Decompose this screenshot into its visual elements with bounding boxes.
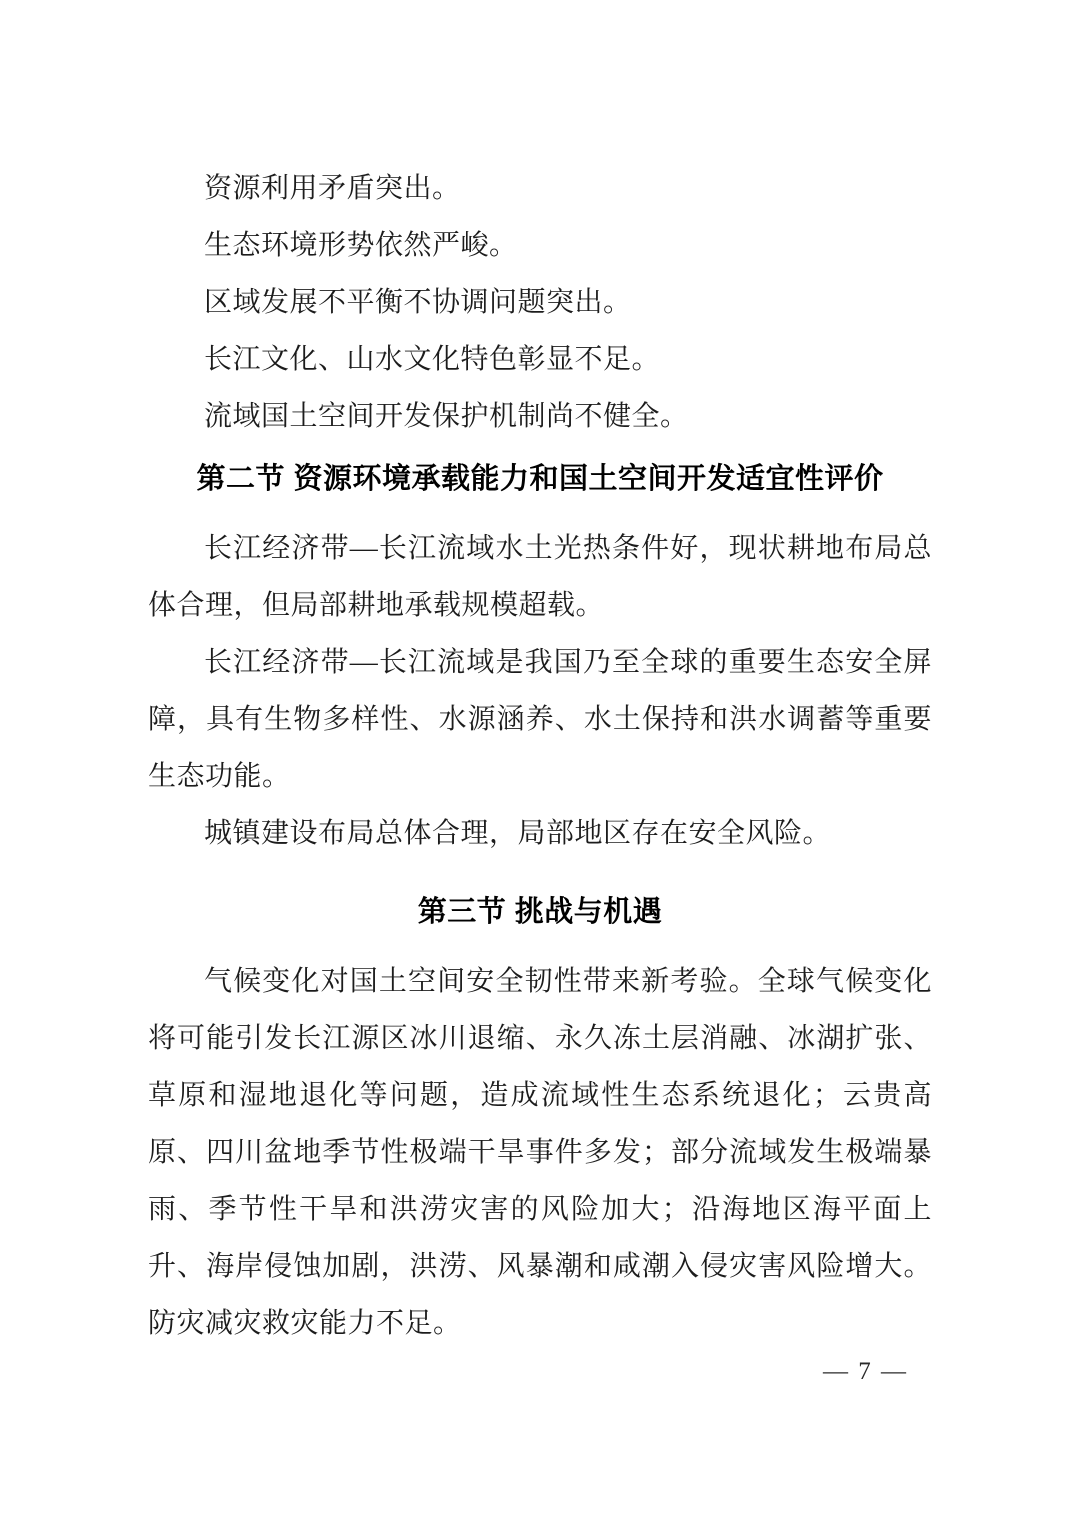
section-2-heading: 第二节 资源环境承载能力和国土空间开发适宜性评价 <box>196 463 884 495</box>
statement-line-2: 生态环境形势依然严峻。 <box>204 230 518 261</box>
page-number: — 7 — <box>823 1358 908 1385</box>
statement-line-1: 资源利用矛盾突出。 <box>204 173 461 204</box>
section-2-paragraph-3: 城镇建设布局总体合理，局部地区存在安全风险。 <box>204 818 832 849</box>
section-2-paragraph-1: 长江经济带—长江流域水土光热条件好，现状耕地布局总体合理，但局部耕地承载规模超载。 <box>148 533 932 621</box>
statement-line-5: 流域国土空间开发保护机制尚不健全。 <box>204 401 689 432</box>
statement-line-4: 长江文化、山水文化特色彰显不足。 <box>204 344 661 375</box>
section-3-heading: 第三节 挑战与机遇 <box>417 896 663 928</box>
section-2-paragraph-2: 长江经济带—长江流域是我国乃至全球的重要生态安全屏障，具有生物多样性、水源涵养、水土保持和洪水调蓄等重要生态功能。 <box>148 647 932 792</box>
statement-line-3: 区域发展不平衡不协调问题突出。 <box>204 287 632 318</box>
page-content <box>148 160 932 1352</box>
section-3-paragraph-1: 气候变化对国土空间安全韧性带来新考验。全球气候变化将可能引发长江源区冰川退缩、永久冻土层消融、冰湖扩张、草原和湿地退化等问题，造成流域性生态系统退化；云贵高原、四川盆地季节性极端干旱事件多发；部分流域发生极端暴雨、季节性干旱和洪涝灾害的风险加大；沿海地区海平面上升、海岸侵蚀加剧，洪涝、风暴潮和咸潮入侵灾害风险增大。防灾减灾救灾能力不足。 <box>148 966 932 1339</box>
